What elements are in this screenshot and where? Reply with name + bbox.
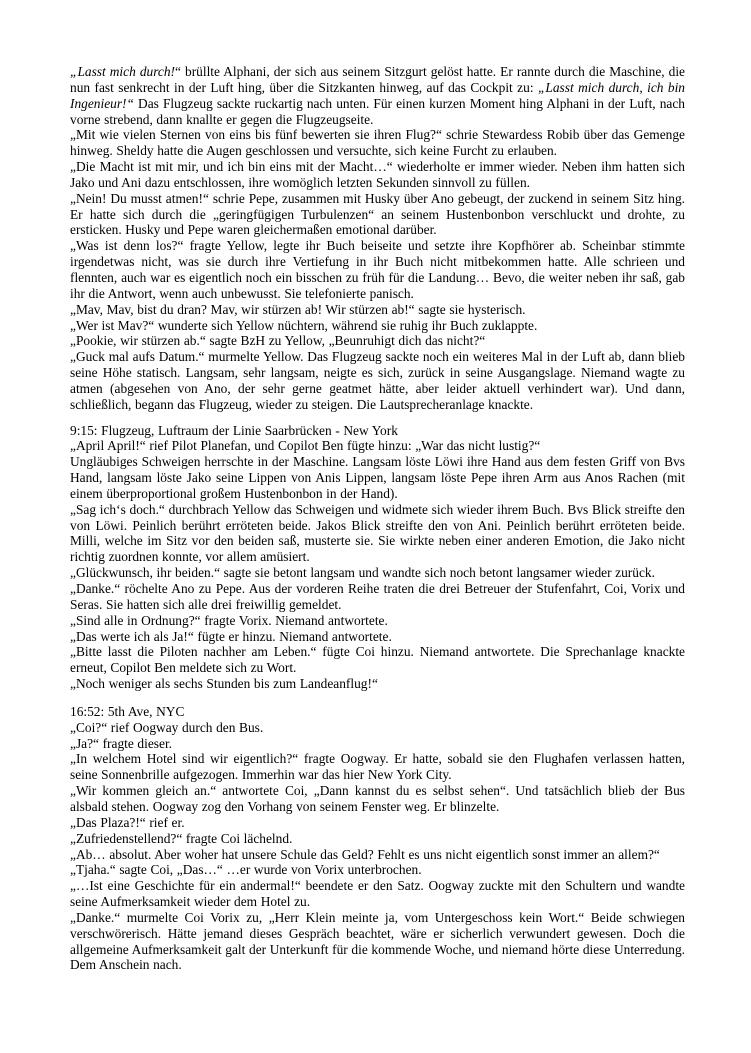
text-run: „Guck mal aufs Datum.“ murmelte Yellow. Das Flugzeug sackte noch ein weiteres Mal in der Luft ab, dann blieb seine Höhe statisch. Langsam, sehr langsam, neigte es sich, zurück in seine Ausgangslage. Niemand wagte zu atmen (abgesehen von Ano, der sehr gerne geatmet hätte, aber leider aktuell verhindert war). Und dann, schließlich, begann das Flugzeug, wieder zu steigen. Die Lautsprecheranlage knackte.	[70, 349, 685, 412]
paragraph-alphani	[70, 64, 685, 127]
paragraph-welches-hotel	[70, 751, 685, 783]
text-run: „April April!“ rief Pilot Planefan, und Copilot Ben fügte hinzu: „War das nicht lustig?“	[70, 438, 541, 454]
paragraph-pookie	[70, 333, 685, 349]
text-run: „Das Plaza?!“ rief er.	[70, 814, 185, 830]
text-run: „Sag ich‘s doch.“ durchbrach Yellow das Schweigen und widmete sich wieder ihrem Buch. Bvs Blick streifte den von Löwi. Peinlich berührt erröteten beide. Jakos Blick streifte den von Ani. Peinlich berührt erröteten beide. Milli, welche im Sitz vor den beiden saß, musterte sie. Sie wirkte neben einer anderen Emotion, die Jako nicht richtig zuordnen konnte, vor allem amüsiert.	[70, 501, 685, 565]
text-run: „Tjaha.“ sagte Coi, „Das…“ …er wurde von Vorix unterbrochen.	[70, 862, 422, 878]
text-run: „Das werte ich als Ja!“ fügte er hinzu. Niemand antwortete.	[70, 628, 392, 644]
text-run: „Wer ist Mav?“ wunderte sich Yellow nüchtern, während sie ruhig ihr Buch zuklappte.	[70, 317, 538, 333]
text-run: „Ab… absolut. Aber woher hat unsere Schule das Geld? Fehlt es uns nicht eigentlich sonst immer an allem?“	[70, 846, 660, 862]
text-run: „Danke.“ murmelte Coi Vorix zu, „Herr Klein meinte ja, vom Untergeschoss kein Wort.“ Beide schwiegen verschwörerisch. Hätte jemand dieses Gespräch beachtet, wäre er sicherlich verwundert gewesen. Doch die allgemeine Aufmerksamkeit galt der Unterkunft für die kommende Woche, und niemand hörte diese Unterredung. Dem Anschein nach.	[70, 909, 685, 973]
text-run: „Ja?“ fragte dieser.	[70, 735, 173, 751]
paragraph-andermal	[70, 878, 685, 910]
paragraph-schweigen	[70, 454, 685, 502]
text-run: 16:52: 5th Ave, NYC	[70, 703, 185, 719]
paragraph-das-plaza	[70, 815, 685, 831]
paragraph-herr-klein	[70, 910, 685, 973]
paragraph-landeanflug	[70, 676, 685, 692]
italic-text-run: „Lasst mich durch!	[70, 64, 176, 79]
paragraph-danke-ano	[70, 581, 685, 613]
blank-line	[70, 692, 685, 704]
paragraph-atmen	[70, 191, 685, 239]
paragraph-zufriedenstellend	[70, 831, 685, 847]
text-run: „Pookie, wir stürzen ab.“ sagte BzH zu Yellow, „Beunruhigt dich das nicht?“	[70, 333, 486, 349]
paragraph-mav	[70, 302, 685, 318]
paragraph-tjaha	[70, 862, 685, 878]
blank-line	[70, 413, 685, 423]
paragraph-gleich-an	[70, 783, 685, 815]
text-run: „Danke.“ röchelte Ano zu Pepe. Aus der vorderen Reihe traten die drei Betreuer der Stufenfahrt, Coi, Vorix und Seras. Sie hatten sich alle drei freiwillig gemeldet.	[70, 581, 685, 612]
text-run: „Bitte lasst die Piloten nachher am Leben.“ fügte Coi hinzu. Niemand antwortete. Die Sprechanlage knackte erneut, Copilot Ben meldete sich zu Wort.	[70, 644, 685, 676]
paragraph-ab-absolut	[70, 847, 685, 863]
text-run: „Was ist denn los?“ fragte Yellow, legte ihr Buch beiseite und setzte ihre Kopfhörer ab. Scheinbar stimmte irgendetwas nicht, was sie durch ihre Vertiefung in ihr Buch nicht mitbekommen hatte. Alle schrieen und flennten, auch war es eigentlich noch ein bisschen zu früh für die Landung… Bevo, die weiter neben ihr saß, gab ihr die Antwort, wenn auch unbewusst. Sie telefonierte panisch.	[70, 238, 685, 301]
paragraph-glueckwunsch	[70, 565, 685, 581]
text-run: „Sind alle in Ordnung?“ fragte Vorix. Niemand antwortete.	[70, 612, 388, 628]
text-run: Das Flugzeug sackte ruckartig nach unten. Für einen kurzen Moment hing Alphani in der Luft, nach vorne strebend, dann knallte er gegen die Flugzeugseite.	[70, 95, 685, 127]
paragraph-april	[70, 438, 685, 454]
paragraph-ja	[70, 736, 685, 752]
paragraph-alle-in-ordnung	[70, 613, 685, 629]
text-run: „Mit wie vielen Sternen von eins bis fünf bewerten sie ihren Flug?“ schrie Stewardess Robib über das Gemenge hinweg. Sheldy hatte die Augen geschlossen und versuchte, sich keine Furcht zu erlauben.	[70, 127, 685, 159]
text-run: “ brüllte Alphani, der sich aus seinem Sitzgurt gelöst hatte. Er rannte durch die Maschine, die nun fast senkrecht in der Luft hing, über die Sitzkanten hinweg, auf das Cockpit zu:	[70, 64, 686, 95]
text-run: „In welchem Hotel sind wir eigentlich?“ fragte Oogway. Er hatte, sobald sie den Flughafen verlassen hatten, seine Sonnenbrille aufgezogen. Immerhin war das hier New York City.	[70, 751, 685, 783]
paragraph-stewardess	[70, 127, 685, 159]
paragraph-sag-ichs-doch	[70, 502, 685, 565]
italic-text-run: „Lasst mich durch, ich bin Ingenieur!“	[70, 79, 685, 111]
scene-heading-nyc	[70, 704, 685, 720]
text-run: „Mav, Mav, bist du dran? Mav, wir stürzen ab! Wir stürzen ab!“ sagte sie hysterisch.	[70, 301, 526, 317]
text-run: „Glückwunsch, ihr beiden.“ sagte sie betont langsam und wandte sich noch betont langsamer wieder zurück.	[70, 565, 655, 581]
text-run: „Zufriedenstellend?“ fragte Coi lächelnd.	[70, 830, 293, 846]
paragraph-macht	[70, 159, 685, 191]
paragraph-wer-ist-mav	[70, 318, 685, 334]
text-run: „Die Macht ist mit mir, und ich bin eins mit der Macht…“ wiederholte er immer wieder. Neben ihm hatten sich Jako und Ani dazu entschlossen, ihre womöglich letzten Sekunden sinnvoll zu füllen.	[70, 159, 685, 190]
text-run: 9:15: Flugzeug, Luftraum der Linie Saarbrücken - New York	[70, 422, 398, 438]
paragraph-werte-als-ja	[70, 629, 685, 645]
paragraph-coi-ruf	[70, 720, 685, 736]
text-run: „…Ist eine Geschichte für ein andermal!“ beendete er den Satz. Oogway zuckte mit den Schultern und wandte seine Aufmerksamkeit wieder dem Hotel zu.	[70, 878, 685, 910]
text-run: „Coi?“ rief Oogway durch den Bus.	[70, 719, 264, 735]
text-run: „Nein! Du musst atmen!“ schrie Pepe, zusammen mit Husky über Ano gebeugt, der zuckend in seinem Sitz hing. Er hatte sich durch die „geringfügigen Turbulenzen“ an seinem Hustenbonbon verschluckt und drohte, zu ersticken. Husky und Pepe waren gleichermaßen emotional darüber.	[70, 190, 685, 238]
scene-heading-flight	[70, 423, 685, 439]
text-run: „Noch weniger als sechs Stunden bis zum Landeanflug!“	[70, 676, 378, 692]
document-text-block	[70, 64, 685, 973]
paragraph-piloten-leben	[70, 644, 685, 676]
text-run: „Wir kommen gleich an.“ antwortete Coi, „Dann kannst du es selbst sehen“. Und tatsächlich blieb der Bus alsbald stehen. Oogway zog den Vorhang von seinem Fenster weg. Er blinzelte.	[70, 783, 685, 814]
paragraph-yellow-buch	[70, 238, 685, 301]
text-run: Ungläubiges Schweigen herrschte in der Maschine. Langsam löste Löwi ihre Hand aus dem festen Griff von Bvs Hand, langsam löste Jako seine Lippen von Anis Lippen, langsam löste Pepe ihren Arm aus Anos Rachen (mit einem überproportional großem Hustenbonbon in der Hand).	[70, 454, 685, 501]
paragraph-datum	[70, 349, 685, 412]
